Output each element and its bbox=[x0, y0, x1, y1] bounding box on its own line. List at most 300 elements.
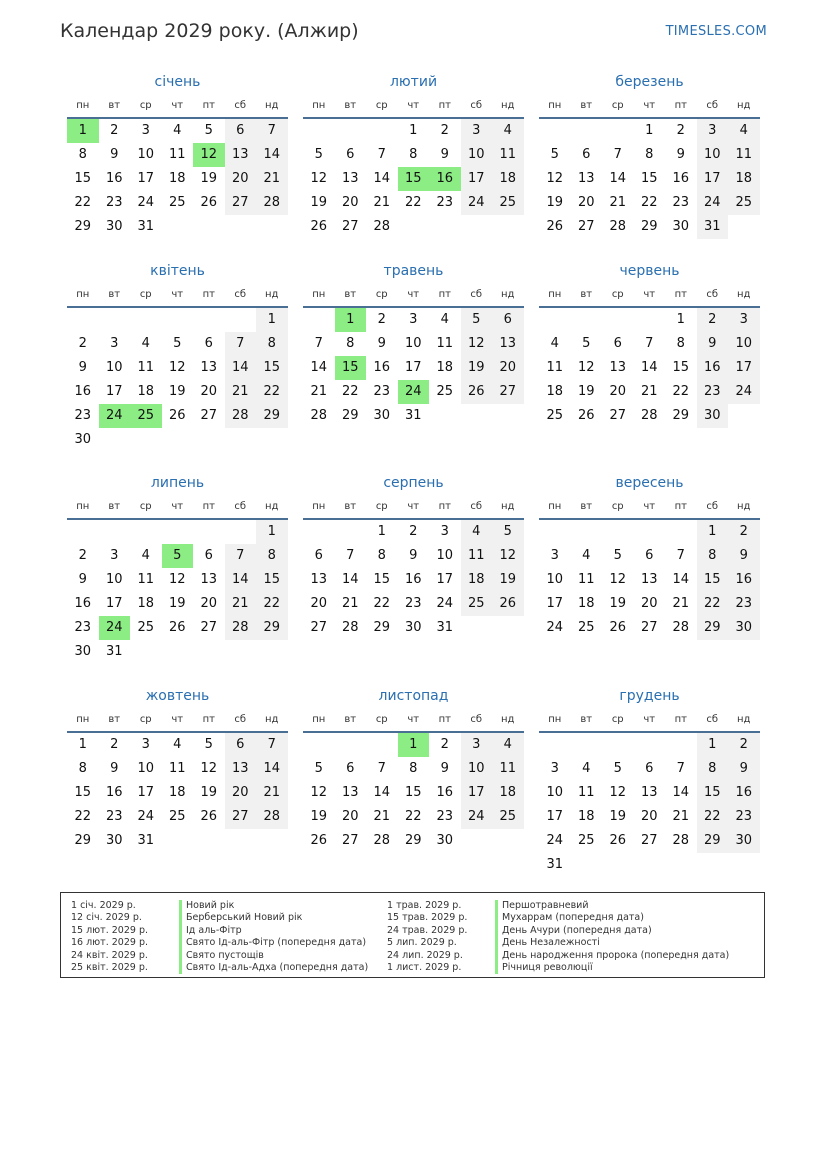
day-cell: 24 bbox=[436, 596, 454, 611]
day-cell: 16 bbox=[74, 384, 92, 399]
month-name: грудень bbox=[619, 688, 680, 704]
day-cell: 4 bbox=[141, 548, 150, 563]
day-cell: 6 bbox=[582, 147, 591, 162]
day-cell: 12 bbox=[577, 360, 595, 375]
day-cell: 25 bbox=[168, 195, 186, 210]
empty-day bbox=[728, 404, 760, 428]
week-row bbox=[539, 143, 760, 167]
day-cell: 6 bbox=[225, 119, 257, 143]
weekday-label: пт bbox=[674, 714, 687, 725]
empty-day bbox=[492, 404, 524, 428]
empty-day bbox=[398, 215, 430, 239]
empty-day bbox=[225, 520, 257, 544]
month-11 bbox=[303, 686, 524, 853]
day-cell: 9 bbox=[110, 147, 119, 162]
day-cell: 26 bbox=[200, 809, 218, 824]
day-cell: 18 bbox=[168, 785, 186, 800]
day-cell: 4 bbox=[492, 119, 524, 143]
empty-day bbox=[99, 308, 131, 332]
day-cell: 4 bbox=[440, 312, 449, 327]
day-cell: 4 bbox=[492, 733, 524, 757]
day-cell: 17 bbox=[105, 596, 123, 611]
day-cell: 15 bbox=[404, 785, 422, 800]
day-cell: 23 bbox=[436, 809, 454, 824]
empty-day bbox=[366, 119, 398, 143]
day-cell: 8 bbox=[409, 147, 418, 162]
day-cell: 27 bbox=[640, 833, 658, 848]
week-row bbox=[303, 805, 524, 829]
day-cell: 25 bbox=[546, 408, 564, 423]
week-row bbox=[539, 853, 760, 877]
day-cell: 13 bbox=[609, 360, 627, 375]
weekday-label: сб bbox=[470, 501, 483, 512]
day-cell: 8 bbox=[346, 336, 355, 351]
weekday-label: пт bbox=[674, 289, 687, 300]
day-cell: 4 bbox=[582, 761, 591, 776]
day-cell: 31 bbox=[105, 644, 123, 659]
empty-day bbox=[602, 520, 634, 544]
day-cell: 4 bbox=[550, 336, 559, 351]
day-cell: 19 bbox=[200, 171, 218, 186]
weekday-label: пт bbox=[202, 714, 215, 725]
empty-day bbox=[665, 733, 697, 757]
weekday-label: нд bbox=[501, 100, 515, 111]
day-cell: 22 bbox=[697, 592, 729, 616]
day-cell: 8 bbox=[256, 544, 288, 568]
day-cell: 4 bbox=[173, 123, 182, 138]
month-name: жовтень bbox=[145, 688, 210, 704]
week-row bbox=[67, 757, 288, 781]
weekday-label: пт bbox=[202, 501, 215, 512]
day-cell: 15 bbox=[74, 171, 92, 186]
weekday-label: нд bbox=[265, 714, 279, 725]
day-cell: 4 bbox=[141, 336, 150, 351]
month-name: вересень bbox=[615, 475, 684, 491]
day-cell: 21 bbox=[373, 195, 391, 210]
week-row bbox=[539, 544, 760, 568]
week-row bbox=[539, 781, 760, 805]
weekday-label: пн bbox=[76, 289, 90, 300]
day-cell: 11 bbox=[461, 544, 493, 568]
week-row bbox=[303, 119, 524, 143]
week-row bbox=[67, 191, 288, 215]
empty-day bbox=[256, 215, 288, 239]
legend-date: 24 квіт. 2029 р. bbox=[71, 949, 148, 961]
weekday-label: вт bbox=[108, 100, 121, 111]
day-cell: 14 bbox=[225, 568, 257, 592]
week-row bbox=[539, 167, 760, 191]
legend-holiday-name: Свято пустощів bbox=[179, 950, 368, 962]
weekday-label: ср bbox=[375, 100, 388, 111]
week-row bbox=[303, 757, 524, 781]
day-cell: 29 bbox=[74, 833, 92, 848]
day-cell: 21 bbox=[256, 167, 288, 191]
month-name: серпень bbox=[383, 475, 444, 491]
weekday-label: чт bbox=[643, 714, 656, 725]
day-cell: 16 bbox=[728, 781, 760, 805]
holiday-day: 25 bbox=[130, 404, 162, 428]
weekday-label: вт bbox=[344, 100, 357, 111]
weekday-label: чт bbox=[643, 501, 656, 512]
day-cell: 20 bbox=[640, 809, 658, 824]
day-cell: 26 bbox=[461, 380, 493, 404]
day-cell: 14 bbox=[341, 572, 359, 587]
day-cell: 30 bbox=[728, 829, 760, 853]
day-cell: 24 bbox=[461, 805, 493, 829]
week-row bbox=[67, 592, 288, 616]
weekday-label: нд bbox=[265, 501, 279, 512]
holiday-day: 15 bbox=[398, 167, 430, 191]
month-1 bbox=[67, 72, 288, 239]
weekday-label: сб bbox=[234, 501, 247, 512]
day-cell: 2 bbox=[728, 733, 760, 757]
day-cell: 12 bbox=[492, 544, 524, 568]
weekday-label: нд bbox=[737, 714, 751, 725]
day-cell: 28 bbox=[256, 191, 288, 215]
day-cell: 16 bbox=[436, 785, 454, 800]
empty-day bbox=[256, 829, 288, 853]
day-cell: 11 bbox=[168, 761, 186, 776]
day-cell: 8 bbox=[409, 761, 418, 776]
month-7 bbox=[67, 473, 288, 664]
day-cell: 23 bbox=[105, 195, 123, 210]
day-cell: 28 bbox=[373, 219, 391, 234]
day-cell: 10 bbox=[105, 360, 123, 375]
empty-day bbox=[193, 640, 225, 664]
day-cell: 28 bbox=[672, 833, 690, 848]
day-cell: 28 bbox=[341, 620, 359, 635]
empty-day bbox=[366, 733, 398, 757]
month-name: березень bbox=[615, 74, 684, 90]
day-cell: 14 bbox=[373, 785, 391, 800]
day-cell: 9 bbox=[440, 761, 449, 776]
day-cell: 15 bbox=[256, 568, 288, 592]
day-cell: 24 bbox=[461, 191, 493, 215]
day-cell: 23 bbox=[404, 596, 422, 611]
weekday-label: пн bbox=[548, 501, 562, 512]
day-cell: 25 bbox=[577, 833, 595, 848]
day-cell: 11 bbox=[168, 147, 186, 162]
day-cell: 3 bbox=[110, 548, 119, 563]
day-cell: 10 bbox=[546, 572, 564, 587]
day-cell: 24 bbox=[137, 809, 155, 824]
day-cell: 19 bbox=[609, 596, 627, 611]
week-row bbox=[539, 733, 760, 757]
day-cell: 10 bbox=[436, 548, 454, 563]
day-cell: 24 bbox=[137, 195, 155, 210]
day-cell: 2 bbox=[440, 123, 449, 138]
week-row bbox=[539, 829, 760, 853]
weekday-header bbox=[67, 709, 288, 733]
day-cell: 2 bbox=[110, 123, 119, 138]
weekday-label: сб bbox=[706, 289, 719, 300]
weekday-label: сб bbox=[706, 100, 719, 111]
empty-day bbox=[256, 640, 288, 664]
day-cell: 3 bbox=[409, 312, 418, 327]
day-cell: 20 bbox=[200, 596, 218, 611]
empty-day bbox=[130, 308, 162, 332]
day-cell: 7 bbox=[645, 336, 654, 351]
month-10 bbox=[67, 686, 288, 853]
day-cell: 17 bbox=[697, 167, 729, 191]
month-name: квітень bbox=[150, 263, 205, 279]
day-cell: 22 bbox=[74, 809, 92, 824]
day-cell: 13 bbox=[200, 572, 218, 587]
day-cell: 26 bbox=[310, 219, 328, 234]
day-cell: 18 bbox=[546, 384, 564, 399]
weekday-label: пт bbox=[438, 100, 451, 111]
weekday-header bbox=[303, 284, 524, 308]
weekday-label: вт bbox=[108, 289, 121, 300]
day-cell: 7 bbox=[377, 761, 386, 776]
weekday-label: чт bbox=[407, 100, 420, 111]
week-row bbox=[539, 332, 760, 356]
day-cell: 29 bbox=[256, 404, 288, 428]
day-cell: 27 bbox=[225, 805, 257, 829]
empty-day bbox=[602, 853, 634, 877]
brand-link[interactable]: TIMESLES.COM bbox=[665, 24, 767, 39]
legend-date: 15 трав. 2029 р. bbox=[387, 912, 468, 924]
day-cell: 25 bbox=[492, 191, 524, 215]
day-cell: 27 bbox=[200, 620, 218, 635]
empty-day bbox=[429, 215, 461, 239]
weekday-label: пн bbox=[548, 289, 562, 300]
weekday-label: чт bbox=[407, 501, 420, 512]
holiday-day: 24 bbox=[99, 616, 131, 640]
weekday-label: пн bbox=[548, 714, 562, 725]
day-cell: 17 bbox=[461, 781, 493, 805]
day-cell: 29 bbox=[672, 408, 690, 423]
day-cell: 3 bbox=[461, 733, 493, 757]
legend-dates-column bbox=[387, 900, 467, 974]
day-cell: 14 bbox=[225, 356, 257, 380]
empty-day bbox=[697, 853, 729, 877]
week-row bbox=[539, 356, 760, 380]
weekday-label: сб bbox=[234, 289, 247, 300]
day-cell: 30 bbox=[74, 432, 92, 447]
day-cell: 18 bbox=[577, 809, 595, 824]
empty-day bbox=[225, 640, 257, 664]
weekday-header bbox=[539, 95, 760, 119]
day-cell: 11 bbox=[577, 785, 595, 800]
month-2 bbox=[303, 72, 524, 239]
empty-day bbox=[634, 520, 666, 544]
month-3 bbox=[539, 72, 760, 239]
day-cell: 23 bbox=[74, 620, 92, 635]
day-cell: 5 bbox=[613, 548, 622, 563]
day-cell: 30 bbox=[373, 408, 391, 423]
weekday-label: вт bbox=[580, 100, 593, 111]
day-cell: 25 bbox=[168, 809, 186, 824]
day-cell: 5 bbox=[461, 308, 493, 332]
day-cell: 22 bbox=[672, 384, 690, 399]
day-cell: 2 bbox=[78, 336, 87, 351]
day-cell: 10 bbox=[728, 332, 760, 356]
holiday-day: 24 bbox=[398, 380, 430, 404]
day-cell: 8 bbox=[645, 147, 654, 162]
day-cell: 19 bbox=[200, 785, 218, 800]
day-cell: 24 bbox=[697, 191, 729, 215]
day-cell: 15 bbox=[256, 356, 288, 380]
weekday-label: чт bbox=[171, 501, 184, 512]
day-cell: 31 bbox=[697, 215, 729, 239]
day-cell: 30 bbox=[105, 833, 123, 848]
legend-holiday-name: Ід аль-Фітр bbox=[179, 925, 368, 937]
day-cell: 20 bbox=[225, 781, 257, 805]
weekday-label: нд bbox=[265, 289, 279, 300]
legend-date: 24 лип. 2029 р. bbox=[387, 949, 463, 961]
day-cell: 6 bbox=[225, 733, 257, 757]
weekday-label: нд bbox=[737, 100, 751, 111]
legend-date: 24 трав. 2029 р. bbox=[387, 924, 468, 936]
empty-day bbox=[539, 308, 571, 332]
weekday-label: нд bbox=[501, 714, 515, 725]
day-cell: 3 bbox=[440, 524, 449, 539]
weekday-label: ср bbox=[375, 501, 388, 512]
day-cell: 15 bbox=[697, 781, 729, 805]
week-row bbox=[303, 568, 524, 592]
month-name: лютий bbox=[389, 74, 438, 90]
week-row bbox=[67, 143, 288, 167]
empty-day bbox=[571, 853, 603, 877]
holiday-day: 1 bbox=[398, 733, 430, 757]
day-cell: 13 bbox=[640, 572, 658, 587]
day-cell: 1 bbox=[697, 733, 729, 757]
empty-day bbox=[303, 520, 335, 544]
empty-day bbox=[162, 640, 194, 664]
day-cell: 26 bbox=[310, 833, 328, 848]
empty-day bbox=[429, 404, 461, 428]
week-row bbox=[539, 380, 760, 404]
day-cell: 9 bbox=[697, 332, 729, 356]
legend-holiday-name: Мухаррам (попередня дата) bbox=[495, 912, 729, 924]
month-12 bbox=[539, 686, 760, 877]
day-cell: 28 bbox=[225, 404, 257, 428]
week-row bbox=[303, 781, 524, 805]
day-cell: 13 bbox=[200, 360, 218, 375]
day-cell: 31 bbox=[137, 833, 155, 848]
legend-holiday-name: Берберський Новий рік bbox=[179, 912, 368, 924]
day-cell: 23 bbox=[436, 195, 454, 210]
day-cell: 21 bbox=[373, 809, 391, 824]
day-cell: 7 bbox=[613, 147, 622, 162]
empty-day bbox=[303, 119, 335, 143]
weekday-label: ср bbox=[139, 714, 152, 725]
weekday-label: вт bbox=[580, 501, 593, 512]
weekday-label: сб bbox=[470, 289, 483, 300]
empty-day bbox=[539, 733, 571, 757]
weekday-label: ср bbox=[611, 501, 624, 512]
legend-names-column bbox=[495, 900, 729, 974]
day-cell: 19 bbox=[310, 809, 328, 824]
day-cell: 18 bbox=[728, 167, 760, 191]
week-row bbox=[67, 380, 288, 404]
day-cell: 11 bbox=[546, 360, 564, 375]
empty-day bbox=[335, 119, 367, 143]
day-cell: 13 bbox=[225, 143, 257, 167]
day-cell: 4 bbox=[173, 737, 182, 752]
day-cell: 13 bbox=[341, 171, 359, 186]
empty-day bbox=[162, 308, 194, 332]
day-cell: 20 bbox=[577, 195, 595, 210]
day-cell: 17 bbox=[461, 167, 493, 191]
legend-date: 1 трав. 2029 р. bbox=[387, 900, 462, 911]
day-cell: 29 bbox=[640, 219, 658, 234]
weekday-label: сб bbox=[706, 714, 719, 725]
day-cell: 27 bbox=[492, 380, 524, 404]
day-cell: 22 bbox=[256, 592, 288, 616]
day-cell: 3 bbox=[461, 119, 493, 143]
day-cell: 6 bbox=[346, 761, 355, 776]
day-cell: 9 bbox=[728, 544, 760, 568]
day-cell: 10 bbox=[461, 757, 493, 781]
empty-day bbox=[162, 520, 194, 544]
day-cell: 8 bbox=[78, 761, 87, 776]
month-5 bbox=[303, 261, 524, 428]
month-9 bbox=[539, 473, 760, 640]
weekday-label: нд bbox=[265, 100, 279, 111]
weekday-header bbox=[303, 95, 524, 119]
empty-day bbox=[193, 215, 225, 239]
day-cell: 18 bbox=[137, 384, 155, 399]
day-cell: 2 bbox=[110, 737, 119, 752]
day-cell: 9 bbox=[440, 147, 449, 162]
holiday-day: 12 bbox=[193, 143, 225, 167]
day-cell: 2 bbox=[676, 123, 685, 138]
day-cell: 19 bbox=[168, 596, 186, 611]
day-cell: 12 bbox=[168, 572, 186, 587]
weekday-label: вт bbox=[344, 501, 357, 512]
day-cell: 12 bbox=[200, 761, 218, 776]
weekday-label: нд bbox=[737, 289, 751, 300]
day-cell: 1 bbox=[409, 123, 418, 138]
weekday-label: ср bbox=[611, 289, 624, 300]
empty-day bbox=[99, 520, 131, 544]
empty-day bbox=[225, 428, 257, 452]
day-cell: 2 bbox=[78, 548, 87, 563]
day-cell: 19 bbox=[546, 195, 564, 210]
week-row bbox=[303, 616, 524, 640]
day-cell: 26 bbox=[609, 620, 627, 635]
day-cell: 10 bbox=[461, 143, 493, 167]
weekday-label: нд bbox=[501, 501, 515, 512]
week-row bbox=[67, 781, 288, 805]
day-cell: 17 bbox=[546, 809, 564, 824]
month-4 bbox=[67, 261, 288, 452]
weekday-label: сб bbox=[234, 714, 247, 725]
day-cell: 22 bbox=[341, 384, 359, 399]
day-cell: 2 bbox=[697, 308, 729, 332]
day-cell: 2 bbox=[440, 737, 449, 752]
day-cell: 8 bbox=[377, 548, 386, 563]
week-row bbox=[539, 592, 760, 616]
empty-day bbox=[539, 119, 571, 143]
weekday-label: пт bbox=[202, 289, 215, 300]
week-row bbox=[303, 356, 524, 380]
empty-day bbox=[492, 616, 524, 640]
day-cell: 23 bbox=[728, 592, 760, 616]
month-8 bbox=[303, 473, 524, 640]
day-cell: 26 bbox=[492, 592, 524, 616]
day-cell: 1 bbox=[676, 312, 685, 327]
day-cell: 9 bbox=[78, 360, 87, 375]
day-cell: 30 bbox=[74, 644, 92, 659]
day-cell: 16 bbox=[404, 572, 422, 587]
week-row bbox=[539, 119, 760, 143]
day-cell: 31 bbox=[404, 408, 422, 423]
day-cell: 22 bbox=[697, 805, 729, 829]
day-cell: 30 bbox=[672, 219, 690, 234]
